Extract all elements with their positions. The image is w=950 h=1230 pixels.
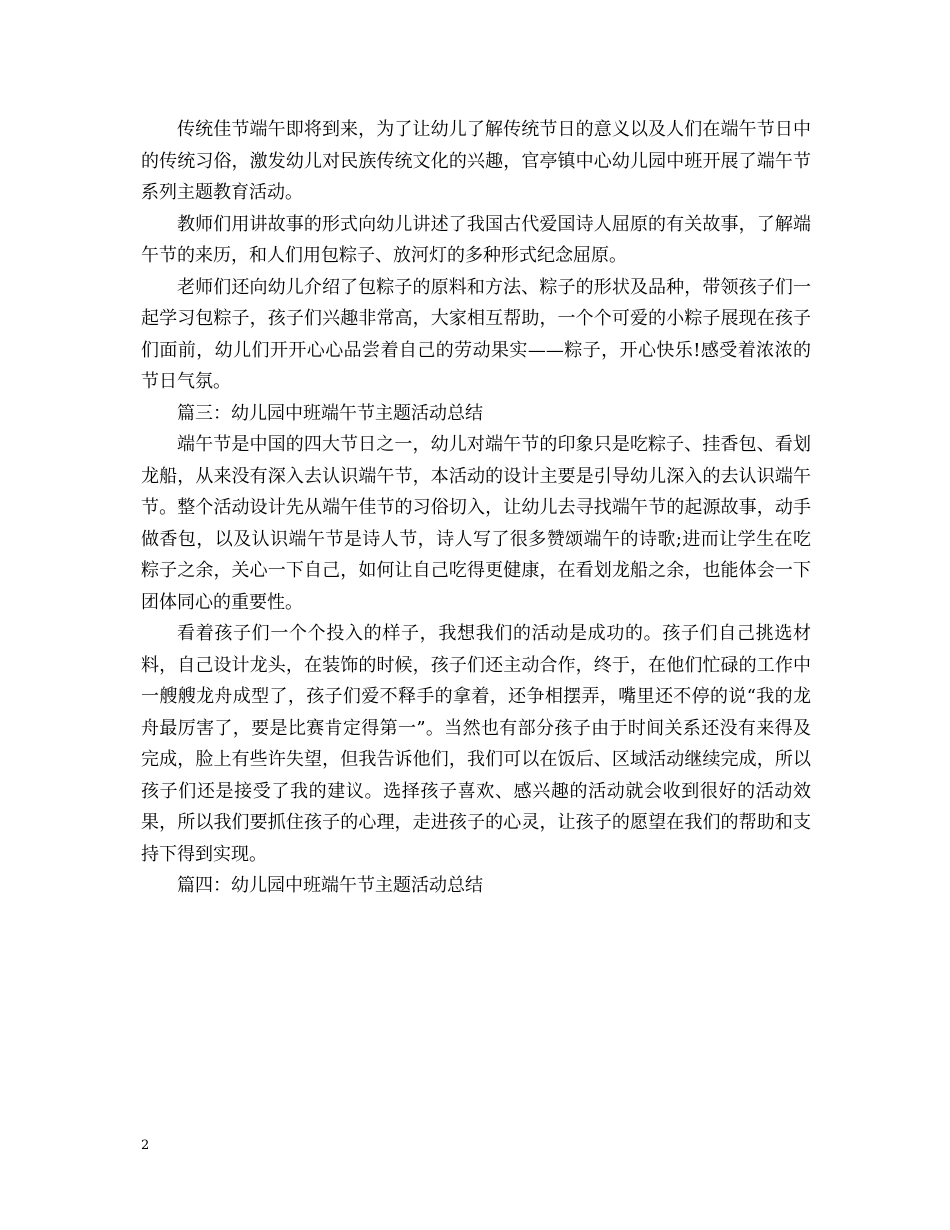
section-heading-4: 篇四：幼儿园中班端午节主题活动总结 [177, 875, 483, 896]
paragraph: 老师们还向幼儿介绍了包粽子的原料和方法、粽子的形状及品种，带领孩子们一起学习包粽子，孩子们兴趣非常高，大家相互帮助，一个个可爱的小粽子展现在孩子们面前，幼儿们开开心心品尝着自己的劳动果实——粽子，开心快乐!感受着浓浓的节日气氛。 [141, 276, 811, 392]
paragraph: 教师们用讲故事的形式向幼儿讲述了我国古代爱国诗人屈原的有关故事，了解端午节的来历，和人们用包粽子、放河灯的多种形式纪念屈原。 [141, 213, 811, 266]
page-number: 2 [141, 1138, 150, 1153]
section-heading-3: 篇三：幼儿园中班端午节主题活动总结 [177, 402, 483, 424]
paragraph: 看着孩子们一个个投入的样子，我想我们的活动是成功的。孩子们自己挑选材料，自己设计龙头，在装饰的时候，孩子们还主动合作，终于，在他们忙碌的工作中一艘艘龙舟成型了，孩子们爱不释手的拿着，还争相摆弄，嘴里还不停的说“我的龙舟最厉害了，要是比赛肯定得第一”。当然也有部分孩子由于时间关系还没有来得及完成，脸上有些许失望，但我告诉他们，我们可以在饭后、区域活动继续完成，所以孩子们还是接受了我的建议。选择孩子喜欢、感兴趣的活动就会收到很好的活动效果，所以我们要抓住孩子的心理，走进孩子的心灵，让孩子的愿望在我们的帮助和支持下得到实现。 [141, 623, 811, 865]
paragraph: 传统佳节端午即将到来，为了让幼儿了解传统节日的意义以及人们在端午节日中的传统习俗，激发幼儿对民族传统文化的兴趣，官亭镇中心幼儿园中班开展了端午节系列主题教育活动。 [141, 119, 811, 203]
paragraph: 端午节是中国的四大节日之一，幼儿对端午节的印象只是吃粽子、挂香包、看划龙船，从来没有深入去认识端午节，本活动的设计主要是引导幼儿深入的去认识端午节。整个活动设计先从端午佳节的习俗切入，让幼儿去寻找端午节的起源故事，动手做香包，以及认识端午节是诗人节，诗人写了很多赞颂端午的诗歌;进而让学生在吃粽子之余，关心一下自己，如何让自己吃得更健康，在看划龙船之余，也能体会一下团体同心的重要性。 [141, 434, 811, 613]
document-body [141, 114, 811, 902]
